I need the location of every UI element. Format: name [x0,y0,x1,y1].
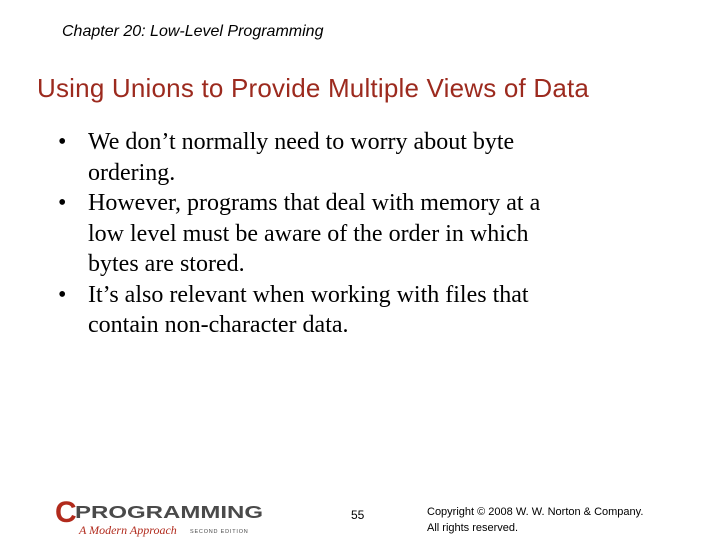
bullet-line: low level must be aware of the order in which [88,220,529,247]
bullet-item [58,188,658,280]
logo-word: PROGRAMMING [75,502,263,522]
bullet-line: It’s also relevant when working with files that [88,281,529,308]
bullet-line: contain non-character data. [88,312,349,338]
copyright-line: All rights reserved. [427,522,519,534]
bullet-line: bytes are stored. [88,251,245,277]
bullet-list [58,127,658,341]
copyright-notice [427,504,643,536]
bullet-item [58,280,658,341]
logo-edition: SECOND EDITION [190,529,249,535]
copyright-line: Copyright © 2008 W. W. Norton & Company. [427,506,644,518]
page-number: 55 [351,508,365,522]
bullet-item [58,127,658,188]
bullet-marker: • [58,129,67,155]
slide-title: Using Unions to Provide Multiple Views of Data [37,73,590,103]
logo-letter-c: C [55,496,77,529]
bullet-line: ordering. [88,159,176,186]
bullet-marker: • [58,190,67,216]
bullet-line: However, programs that deal with memory at a [88,190,541,216]
chapter-header: Chapter 20: Low-Level Programming [62,23,324,40]
logo-subtitle: A Modern Approach [79,523,177,537]
bullet-line: We don’t normally need to worry about byte [88,129,515,155]
c-programming-logo [55,495,270,540]
bullet-marker: • [58,281,67,308]
